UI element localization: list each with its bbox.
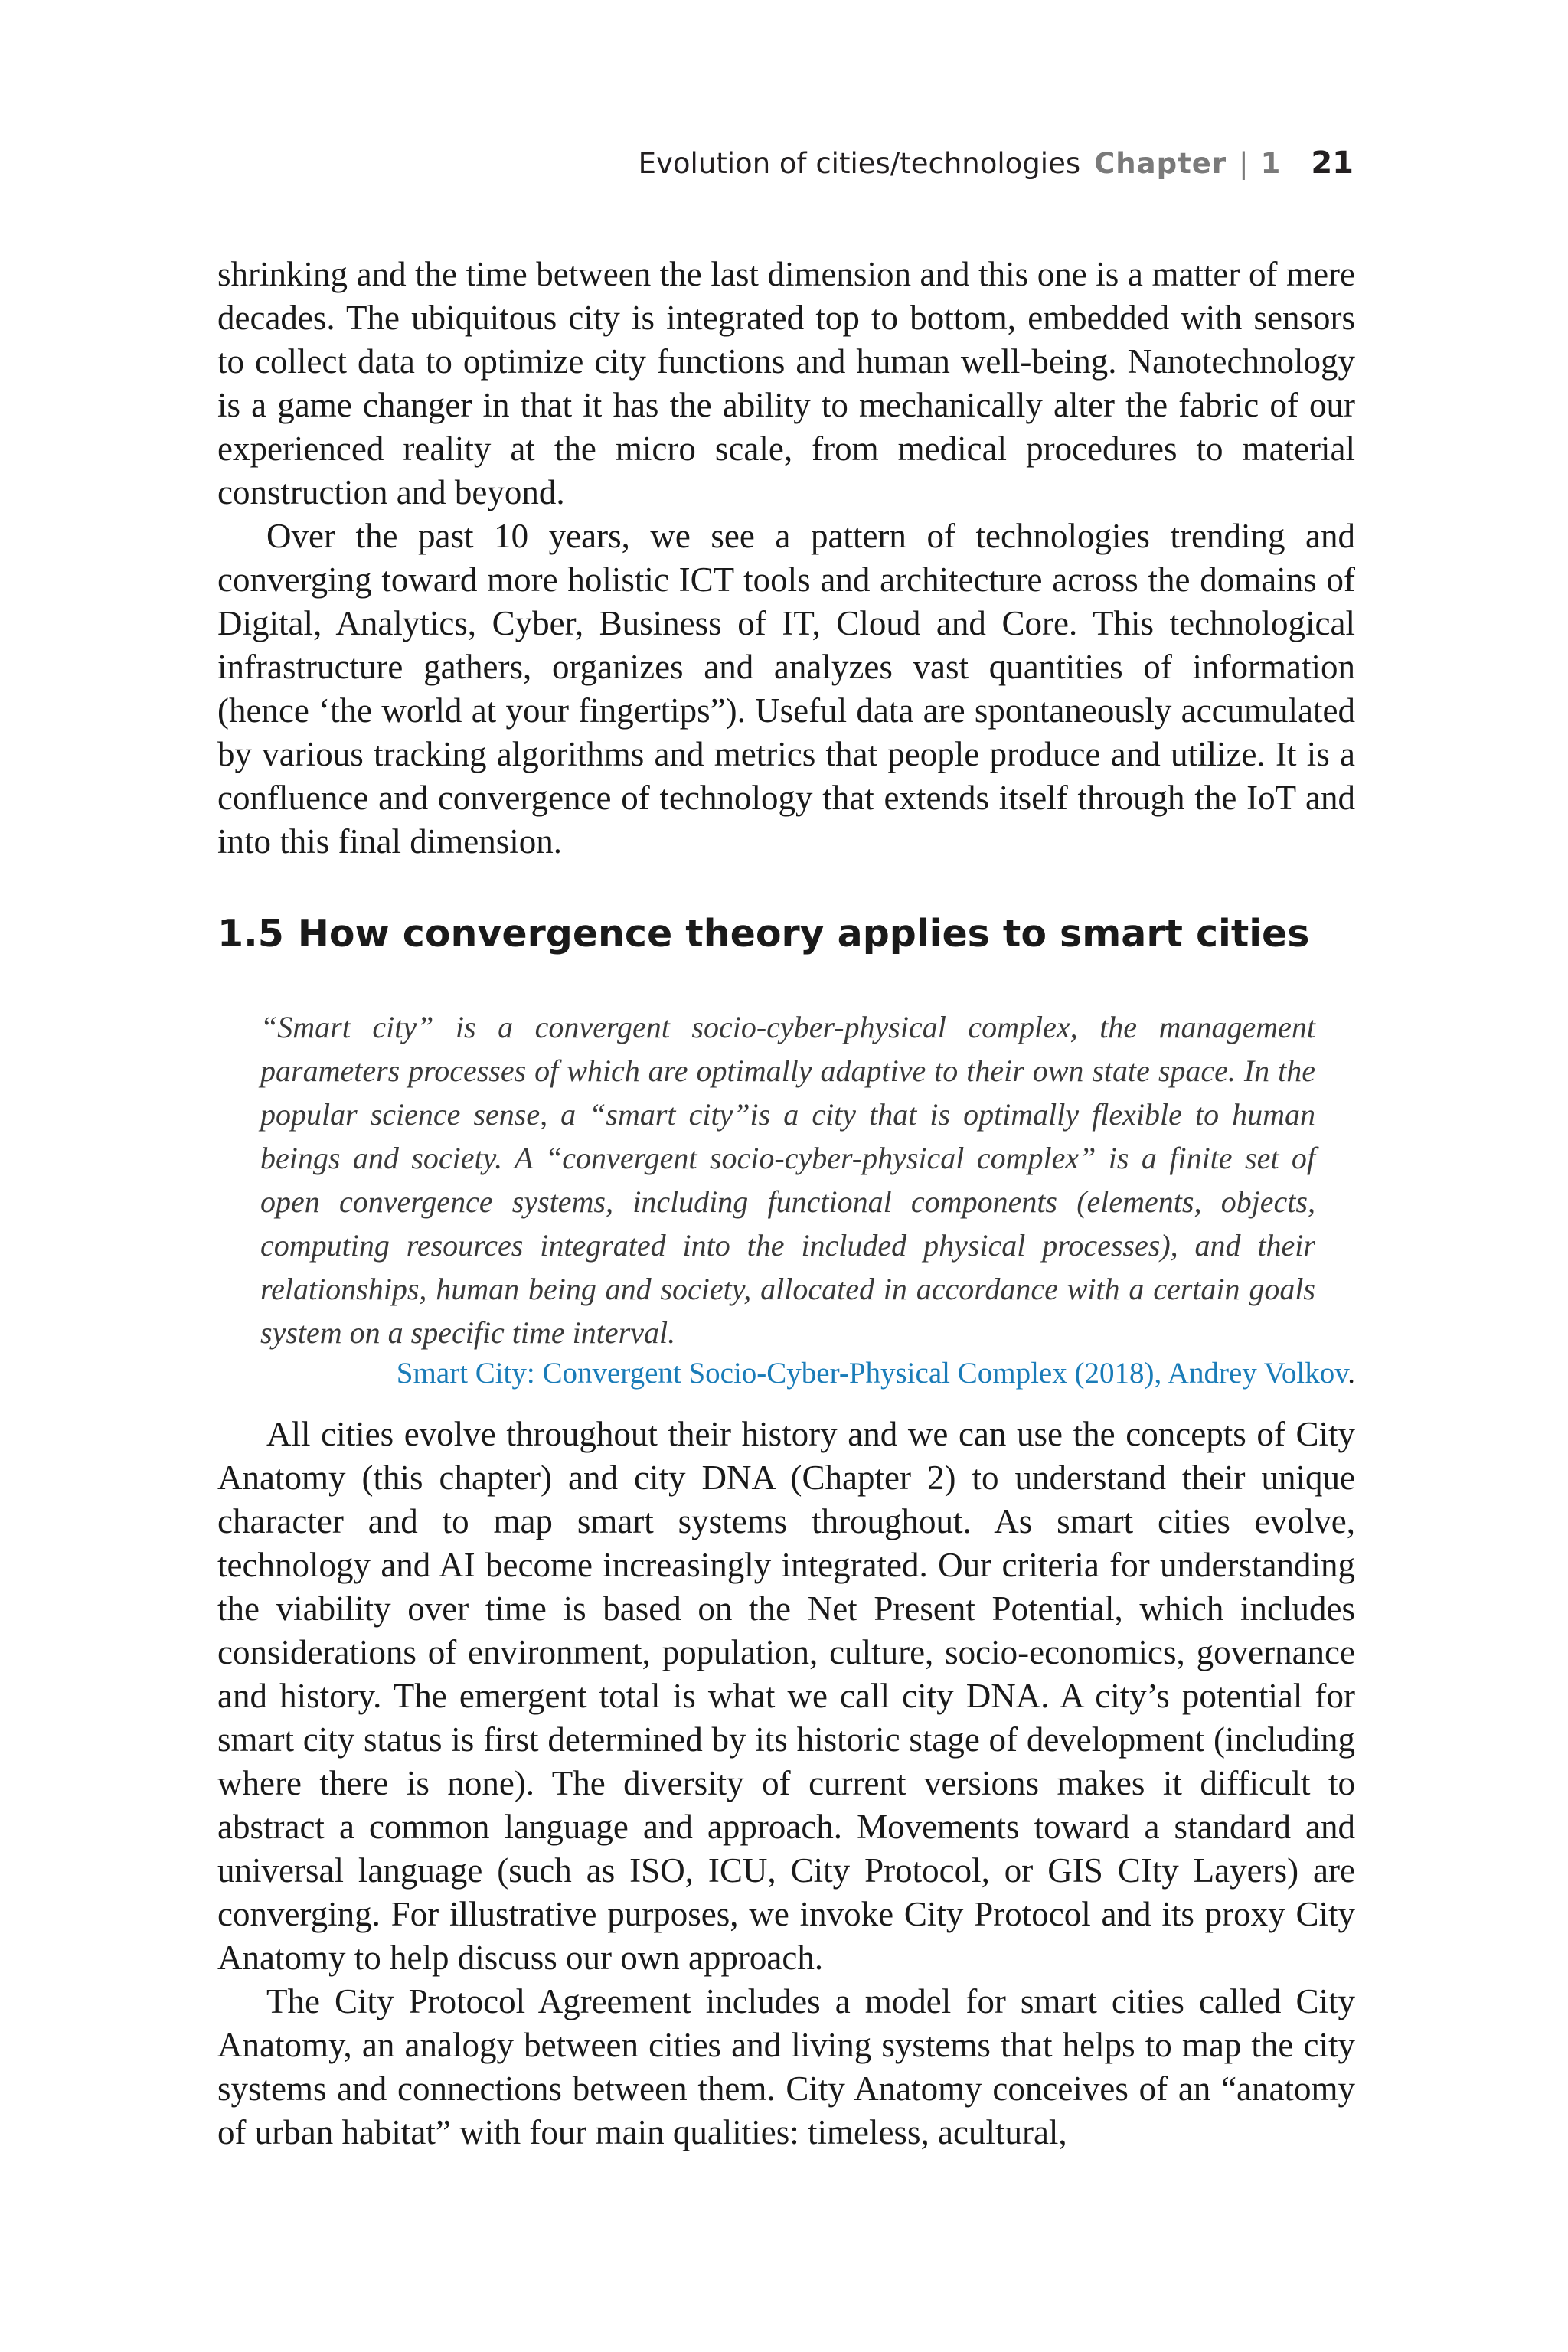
body-text-after-section	[217, 1413, 1355, 2154]
paragraph: shrinking and the time between the last dimension and this one is a matter of mere decades. The ubiquitous city is integrated top to bottom, embedded with sensors to collect data to optimize city functions and human well-being. Nanotechnology is a game changer in that it has the ability to mechanically alter the fabric of our experienced reality at the micro scale, from medical procedures to material construction and beyond.	[217, 255, 1355, 511]
section-title: How convergence theory applies to smart cities	[297, 912, 1310, 956]
epigraph-source	[397, 1351, 1355, 1395]
paragraph: Over the past 10 years, we see a pattern of technologies trending and converging toward more holistic ICT tools and architecture across the domains of Digital, Analytics, Cyber, Business of IT, Cloud and Core. This technological infrastructure gathers, organizes and analyzes vast quantities of information (hence ‘the world at your fingertips”). Useful data are spontaneously accumulated by various tracking algorithms and metrics that people produce and utilize. It is a confluence and convergence of technology that extends itself through the IoT and into this final dimension.	[217, 517, 1355, 861]
epigraph-quote: “Smart city” is a convergent socio-cyber-physical complex, the management parameters processes of which are optimally adaptive to their own state space. In the popular science sense, a “smart city”is a city that is optimally flexible to human beings and society. A “convergent socio-cyber-physical complex” is a finite set of open convergence systems, including functional components (elements, objects, computing resources integrated into the included physical processes), and their relationships, human being and society, allocated in accordance with a certain goals system on a specific time interval.	[260, 1010, 1315, 1350]
paragraph: The City Protocol Agreement includes a model for smart cities called City Anatomy, an analogy between cities and living systems that helps to map the city systems and connections between them. City Anatomy conceives of an “anatomy of urban habitat” with four main qualities: timeless, acultural,	[217, 1982, 1355, 2151]
epigraph-source-link[interactable]: Smart City: Convergent Socio-Cyber-Physical Complex (2018), Andrey Volkov	[396, 1357, 1348, 1390]
running-head-chapter-label: Chapter	[1094, 147, 1227, 180]
epigraph-source-period: .	[1348, 1357, 1355, 1390]
running-head-chapter-number: 1	[1260, 147, 1281, 180]
body-text-before-section	[217, 253, 1355, 864]
running-head-separator: |	[1239, 147, 1249, 180]
running-head-title: Evolution of cities/technologies	[638, 147, 1081, 180]
section-number: 1.5	[217, 912, 284, 956]
section-heading	[217, 910, 1355, 959]
running-head	[639, 145, 1354, 188]
page-number: 21	[1311, 145, 1354, 181]
paragraph: All cities evolve throughout their history and we can use the concepts of City Anatomy (this chapter) and city DNA (Chapter 2) to understand their unique character and to map smart systems throughout. As smart cities evolve, technology and AI become increasingly integrated. Our criteria for understanding the viability over time is based on the Net Present Potential, which includes considerations of environment, population, culture, socio-economics, governance and history. The emergent total is what we call city DNA. A city’s potential for smart city status is first determined by its historic stage of development (including where there is none). The diversity of current versions makes it difficult to abstract a common language and approach. Movements toward a standard and universal language (such as ISO, ICU, City Protocol, or GIS CIty Layers) are converging. For illustrative purposes, we invoke City Protocol and its proxy City Anatomy to help discuss our own approach.	[217, 1415, 1355, 1977]
